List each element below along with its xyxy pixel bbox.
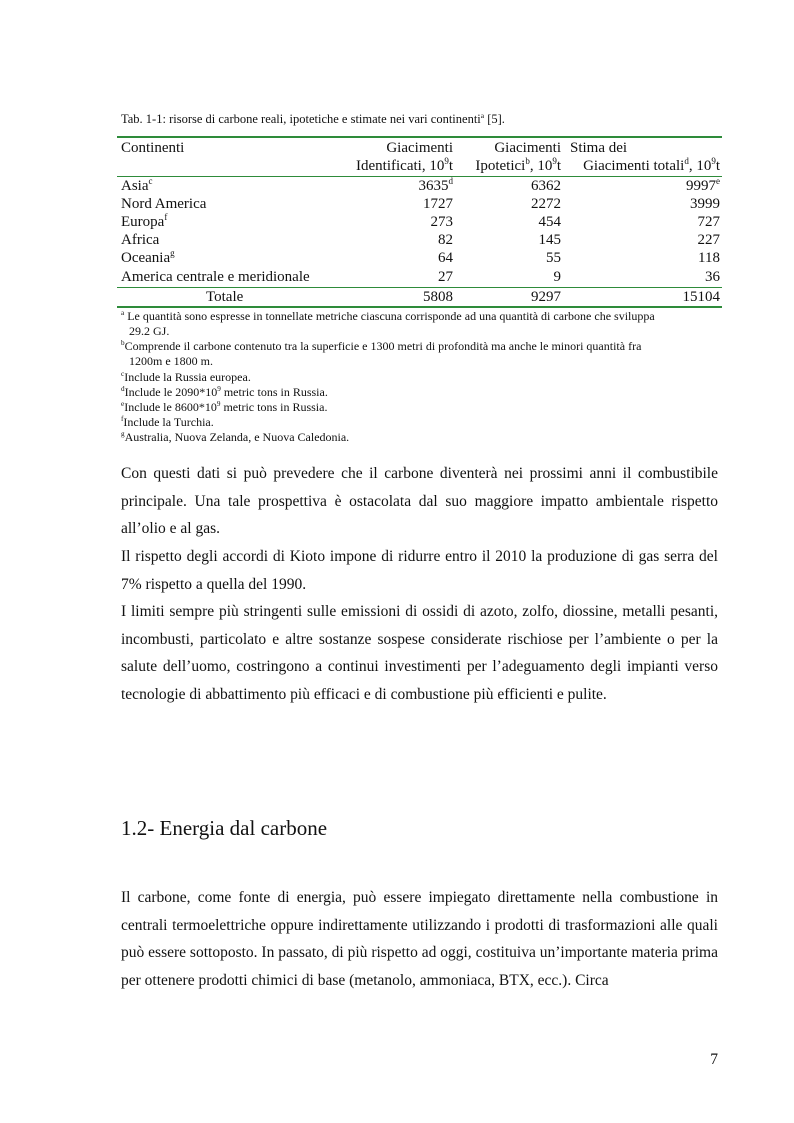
- footnote-f: $^f$Include la Turchia.: [121, 415, 214, 429]
- header-stima-line1: Stima dei: [570, 140, 628, 156]
- row-identificati: 1727: [423, 196, 453, 212]
- row-ipotetici: 2272: [531, 196, 561, 212]
- header-ipotetici-line1: Giacimenti: [494, 140, 561, 156]
- total-ipotetici: 9297: [531, 289, 561, 305]
- row-ipotetici: 454: [538, 214, 561, 230]
- page-number: 7: [710, 1051, 718, 1068]
- row-name: Oceania$^g$: [121, 248, 175, 266]
- paragraph-4: Il carbone, come fonte di energia, può essere impiegato direttamente nella combustione in centrali termoelettriche oppure indirettamente utilizzando i prodotti di trasformazioni alle quali può essere sottoposto. In passato, di più rispetto ad oggi, costituiva un’importante materia prima per ottenere prodotti chimici di base (metanolo, ammoniaca, BTX, ecc.). Circa: [121, 889, 718, 989]
- footnote-c: $^c$Include la Russia europea.: [121, 370, 251, 384]
- row-identificati: 27: [438, 269, 453, 285]
- table-caption: Tab. 1-1: risorse di carbone reali, ipotetiche e stimate nei vari continenti$^a$ [5].: [121, 110, 505, 126]
- row-stima: 36: [705, 269, 720, 285]
- row-identificati: 273: [430, 214, 453, 230]
- footnote-a: $^a$ Le quantità sono espresse in tonnellate metriche ciascuna corrisponde ad una quantità di carbone che sviluppa 29.2 GJ.: [121, 309, 655, 338]
- row-identificati: 3635$^d$: [418, 176, 453, 194]
- total-label: Totale: [206, 289, 244, 305]
- footnote-d: $^d$Include le $2090*10^9$ metric tons in Russia.: [121, 385, 328, 399]
- row-identificati: 64: [438, 250, 453, 266]
- row-ipotetici: 9: [553, 269, 561, 285]
- row-stima: 118: [698, 250, 720, 266]
- paragraph-3: I limiti sempre più stringenti sulle emissioni di ossidi di azoto, zolfo, diossine, metalli pesanti, incombusti, particolato e altre sostanze sospese considerate rischiose per l’ambiente o per la salute dell’uomo, costringono a continui investimenti per l’adeguamento degli impianti verso tecnologie di abbattimento più efficaci e di combustione più efficienti e pulite.: [121, 603, 718, 703]
- footnote-b: $^b$Comprende il carbone contenuto tra la superficie e 1300 metri di profondità ma anche le minori quantità fra 1200m e 1800 m.: [121, 339, 642, 368]
- paragraph-1: Con questi dati si può prevedere che il carbone diventerà nei prossimi anni il combustibile principale. Una tale prospettiva è ostacolata dal suo maggiore impatto ambientale rispetto all’olio e al gas.: [121, 465, 718, 537]
- row-stima: 227: [697, 232, 720, 248]
- row-name: America centrale e meridionale: [121, 269, 310, 285]
- header-stima-line2: Giacimenti totali$^d$, $10^9t$: [583, 156, 720, 174]
- total-identificati: 5808: [423, 289, 453, 305]
- header-ipotetici-line2: Ipotetici$^b$, $10^9t$: [475, 156, 561, 174]
- total-stima: 15104: [682, 289, 720, 305]
- footnote-g: $^g$Australia, Nuova Zelanda, e Nuova Caledonia.: [121, 430, 350, 444]
- footnote-e: $^e$Include le $8600*10^9$ metric tons in Russia.: [121, 400, 328, 414]
- row-identificati: 82: [438, 232, 453, 248]
- row-name: Asia$^c$: [121, 176, 153, 194]
- table-top-rule: [117, 136, 722, 138]
- row-name: Nord America: [121, 196, 207, 212]
- table-bottom-rule: [117, 306, 722, 308]
- section-heading: 1.2- Energia dal carbone: [121, 816, 328, 840]
- row-ipotetici: 6362: [531, 178, 561, 194]
- row-name: Africa: [121, 232, 160, 248]
- row-stima: 3999: [690, 196, 720, 212]
- header-identificati-line2: Identificati, $10^9t$: [356, 156, 453, 174]
- header-continenti: Continenti: [121, 140, 185, 156]
- row-stima: 727: [697, 214, 720, 230]
- row-ipotetici: 55: [546, 250, 561, 266]
- header-identificati-line1: Giacimenti: [386, 140, 453, 156]
- row-ipotetici: 145: [538, 232, 561, 248]
- row-stima: 9997e: [686, 176, 720, 194]
- paragraph-2: Il rispetto degli accordi di Kioto impone di ridurre entro il 2010 la produzione di gas serra del 7% rispetto a quella del 1990.: [121, 548, 718, 593]
- row-name: Europa$^f$: [121, 212, 168, 230]
